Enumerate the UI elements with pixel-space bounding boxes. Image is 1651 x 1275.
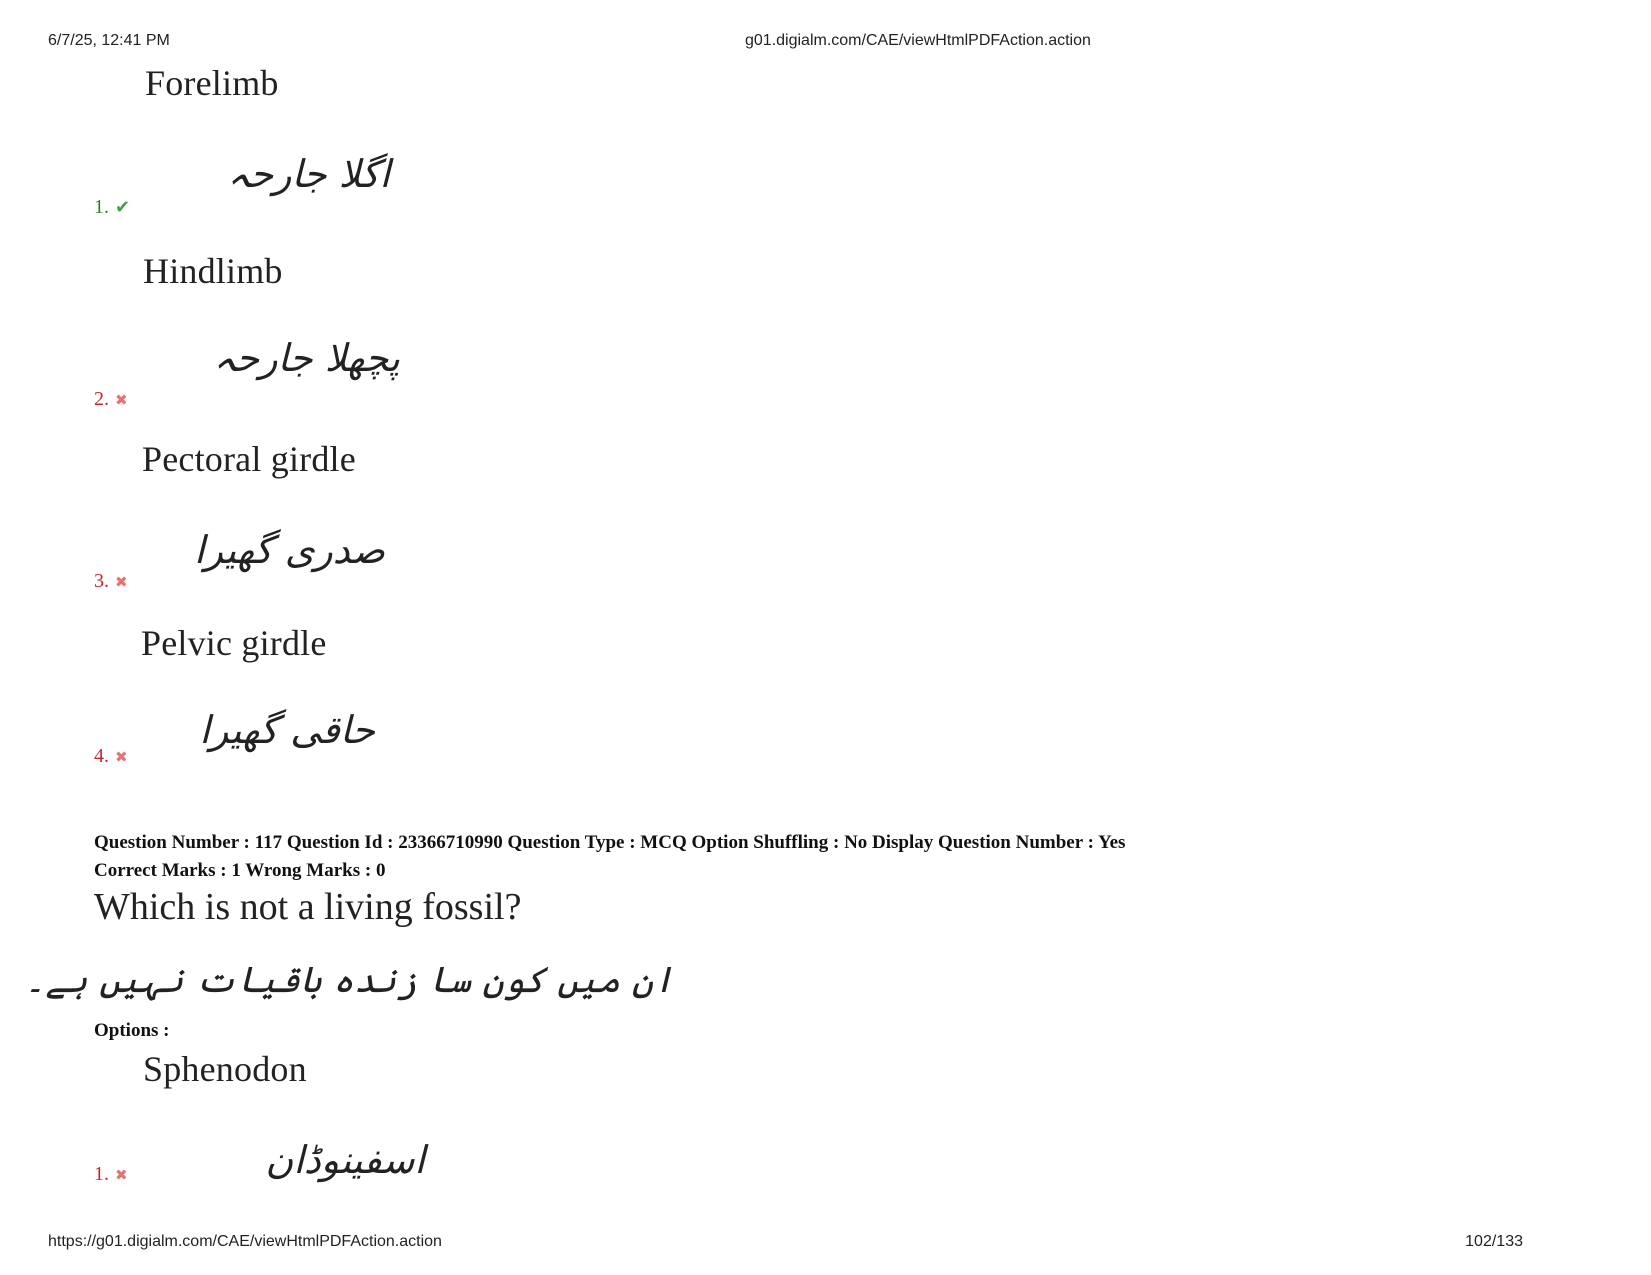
option-urdu-text: اگلا جارحہ <box>227 152 390 196</box>
footer-page-number: 102/133 <box>1465 1233 1523 1250</box>
header-url: g01.digialm.com/CAE/viewHtmlPDFAction.action <box>745 32 1091 49</box>
cross-icon: ✖ <box>115 747 128 766</box>
check-icon: ✔ <box>115 197 131 218</box>
option-english-text: Pelvic girdle <box>141 623 327 663</box>
option-english-text: Pectoral girdle <box>142 439 356 479</box>
header-datetime: 6/7/25, 12:41 PM <box>48 32 170 49</box>
cross-icon: ✖ <box>115 1165 128 1184</box>
option-number: 4. ✖ <box>94 745 128 767</box>
option-number: 1. ✖ <box>94 1163 128 1185</box>
option-number: 1. ✔ <box>94 196 131 218</box>
option-number: 3. ✖ <box>94 570 128 592</box>
option-urdu-text: پچھلا جارحہ <box>213 336 400 380</box>
question-text-urdu: ان میں کون سا زندہ باقیات نہیں ہے۔ <box>24 960 674 1001</box>
option-urdu-text: اسفینوڈان <box>265 1138 425 1182</box>
option-urdu-text: حاقی گھیرا <box>199 708 375 752</box>
option-english-text: Forelimb <box>145 63 279 103</box>
footer-url: https://g01.digialm.com/CAE/viewHtmlPDFAction.action <box>48 1233 442 1250</box>
option-urdu-text: صدری گھیرا <box>194 528 385 572</box>
options-label: Options : <box>94 1020 170 1041</box>
question-meta-line1: Question Number : 117 Question Id : 23366710990 Question Type : MCQ Option Shuffling : No Display Question Number : Yes <box>94 832 1126 853</box>
question-meta-line2: Correct Marks : 1 Wrong Marks : 0 <box>94 860 386 881</box>
option-english-text: Hindlimb <box>143 251 283 291</box>
option-english-text: Sphenodon <box>143 1049 307 1089</box>
cross-icon: ✖ <box>115 390 128 409</box>
question-text-english: Which is not a living fossil? <box>94 886 522 928</box>
cross-icon: ✖ <box>115 572 128 591</box>
option-number: 2. ✖ <box>94 388 128 410</box>
